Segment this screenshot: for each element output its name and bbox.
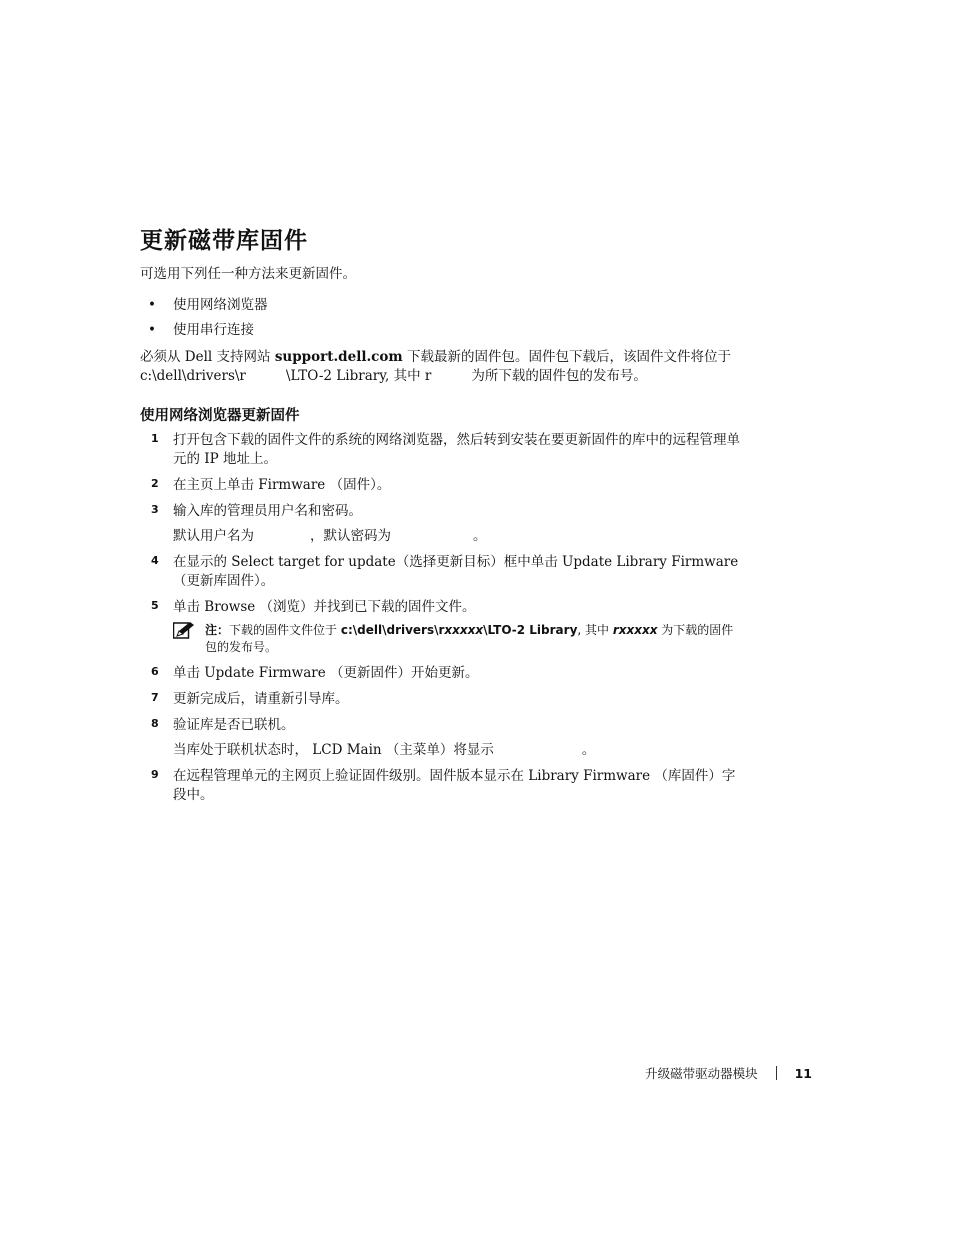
section-heading: 使用网络浏览器更新固件 xyxy=(140,408,300,424)
pencil-note-icon xyxy=(173,622,195,640)
list-item: • 使用串行连接 xyxy=(148,322,254,338)
page-footer xyxy=(645,1064,812,1082)
page-number: 11 xyxy=(794,1065,812,1081)
list-item: 8 验证库是否已联机。 当库处于联机状态时， LCD Main （主菜单）将显示 。 xyxy=(151,717,596,758)
list-item: 6 单击 Update Firmware （更新固件）开始更新。 xyxy=(151,665,479,681)
page-content xyxy=(140,222,740,812)
list-item: 7 更新完成后，请重新引导库。 xyxy=(151,691,349,707)
steps-list xyxy=(140,431,740,617)
footer-divider xyxy=(776,1066,777,1080)
download-paragraph: 必须从 Dell 支持网站 support.dell.com 下载最新的固件包。固件包下载后，该固件文件将位于 c:\dell\drivers\r \LTO-2 Library, 其中 r 为所下载的固件包的发布号。 xyxy=(140,349,731,384)
list-item: 1 打开包含下载的固件文件的系统的网络浏览器，然后转到安装在要更新固件的库中的远程管理单元的 IP 地址上。 xyxy=(151,432,740,467)
list-item: 2 在主页上单击 Firmware （固件）。 xyxy=(151,477,391,493)
footer-section-title: 升级磁带驱动器模块 xyxy=(645,1066,758,1081)
steps-list-continued xyxy=(140,664,740,805)
page-title: 更新磁带库固件 xyxy=(140,228,308,254)
note-box: 注：下载的固件文件位于 c:\dell\drivers\rxxxxx\LTO-2 Library, 其中 rxxxxx 为下载的固件包的发布号。 xyxy=(173,622,740,656)
list-item: 9 在远程管理单元的主网页上验证固件级别。固件版本显示在 Library Firmware （库固件）字段中。 xyxy=(151,768,736,803)
method-list xyxy=(140,296,740,340)
list-item: 3 输入库的管理员用户名和密码。 默认用户名为 ，默认密码为 。 xyxy=(151,503,487,544)
list-item: • 使用网络浏览器 xyxy=(148,297,268,313)
list-item: 5 单击 Browse （浏览）并找到已下载的固件文件。 xyxy=(151,599,476,615)
list-item: 4 在显示的 Select target for update（选择更新目标）框中单击 Update Library Firmware（更新库固件）。 xyxy=(151,554,739,589)
intro-text: 可选用下列任一种方法来更新固件。 xyxy=(140,266,356,282)
